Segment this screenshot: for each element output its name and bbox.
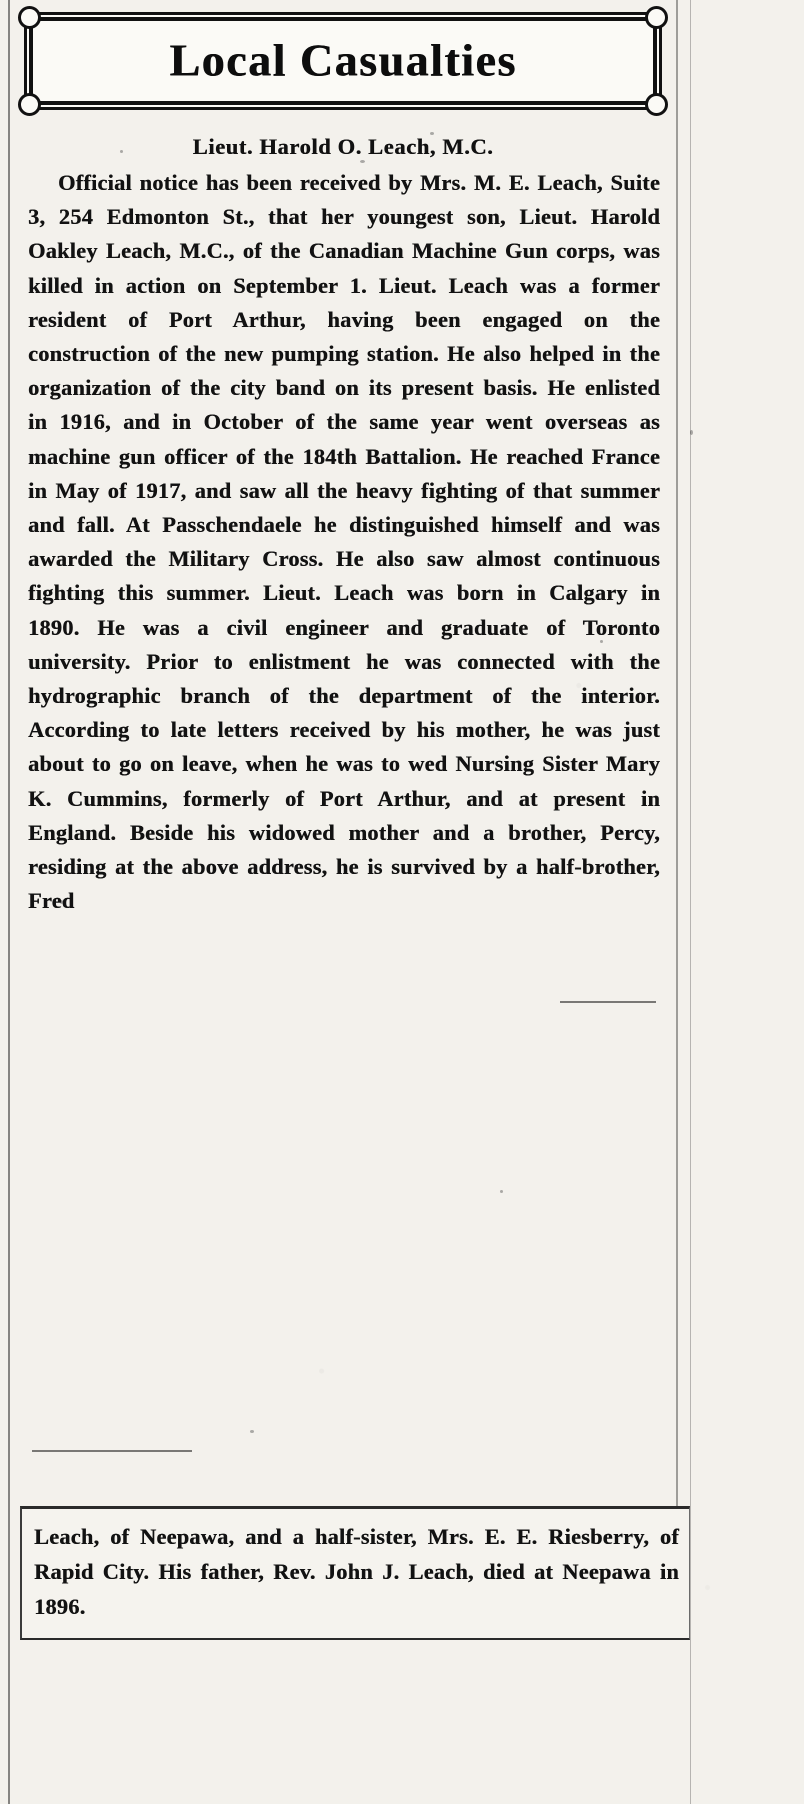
page-title: Local Casualties (169, 34, 517, 86)
article-clipping (14, 6, 672, 918)
article-body (28, 166, 660, 918)
corner-dot-bottom-right-icon (645, 93, 668, 116)
corner-dot-bottom-left-icon (18, 93, 41, 116)
article-body-continued: Leach, of Neepawa, and a half-sister, Mrs. E. E. Riesberry, of Rapid City. His father, Rev. John J. Leach, died at Neepawa in 1896. (34, 1524, 679, 1619)
scan-strikethrough (32, 1450, 192, 1452)
column-rule-left (8, 0, 10, 1804)
column-rule-right (676, 0, 678, 1560)
scan-speckle (500, 1190, 503, 1193)
headline-box (24, 12, 662, 110)
scan-strikethrough (560, 1001, 656, 1003)
corner-dot-top-left-icon (18, 6, 41, 29)
column-rule-right-outer (690, 0, 691, 1804)
corner-dot-top-right-icon (645, 6, 668, 29)
article-body-text: Official notice has been received by Mrs. M. E. Leach, Suite 3, 254 Edmonton St., that her youngest son, Lieut. Harold Oakley Leach, M.C., of the Canadian Machine Gun corps, was killed in action on September 1. Lieut. Leach was a former resident of Port Arthur, having been engaged on the construction of the new pumping station. He also helped in the organization of the city band on its present basis. He enlisted in 1916, and in October of the same year went overseas as machine gun officer of the 184th Battalion. He reached France in May of 1917, and saw all the heavy fighting of that summer and fall. At Passchendaele he distinguished himself and was awarded the Military Cross. He also saw almost continuous fighting this summer. Lieut. Leach was born in Calgary in 1890. He was a civil engineer and graduate of Toronto university. Prior to enlistment he was connected with the hydrographic branch of the department of the interior. According to late letters received by his mother, he was just about to go on leave, when he was to wed Nursing Sister Mary K. Cummins, formerly of Port Arthur, and at present in England. Beside his widowed mother and a brother, Percy, residing at the above address, he is survived by a half-brother, Fred (28, 170, 660, 914)
article-continuation-clipping (20, 1506, 690, 1640)
scan-speckle (250, 1430, 254, 1433)
article-subheadline: Lieut. Harold O. Leach, M.C. (192, 134, 494, 159)
